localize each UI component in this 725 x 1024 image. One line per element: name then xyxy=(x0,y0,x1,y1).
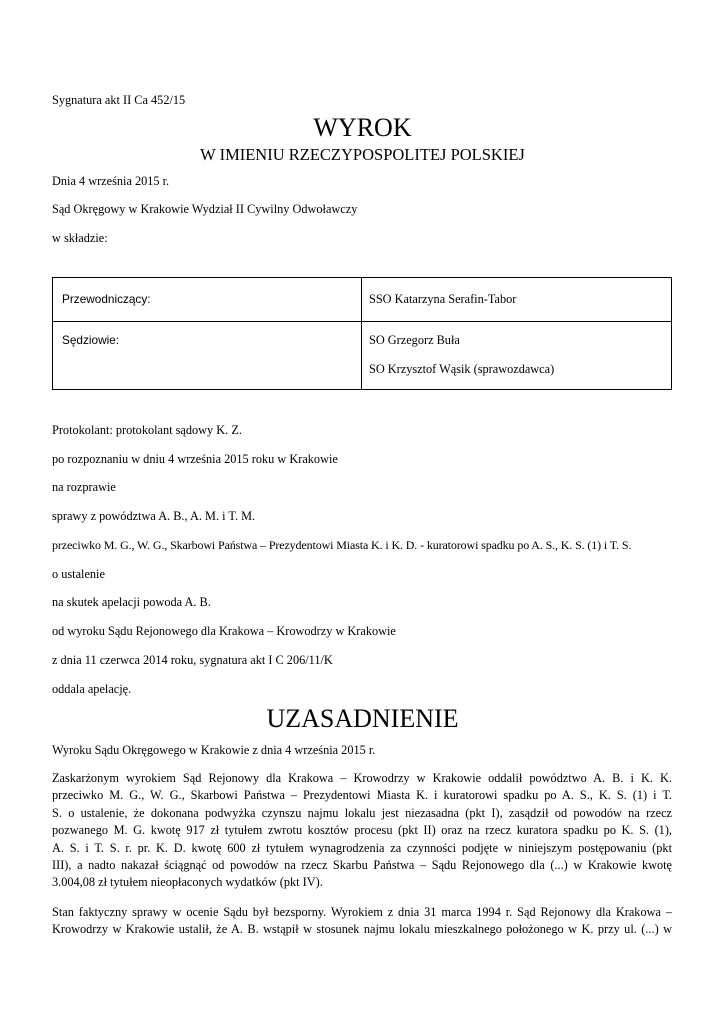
lower-court: od wyroku Sądu Rejonowego dla Krakowa – Krowodrzy w Krakowie xyxy=(52,624,396,638)
case-number: Sygnatura akt II Ca 452/15 xyxy=(52,93,186,107)
session-type: na rozprawie xyxy=(52,480,116,494)
composition-intro: w składzie: xyxy=(52,231,108,245)
paragraph-line: Krowodrzy w Krakowie ustalił, że A. B. wstąpił w stosunek najmu lokalu mieszkalnego położonego w K. przy ul. (...) w xyxy=(52,922,672,937)
paragraph-line: Zaskarżonym wyrokiem Sąd Rejonowy dla Krakowa – Krowodrzy w Krakowie oddalił powództwo A. B. i K. K. xyxy=(52,771,672,785)
judgment-title: WYROK xyxy=(313,113,412,142)
table-divider-vertical xyxy=(361,278,362,389)
paragraph-line: Stan faktyczny sprawy w ocenie Sądu był bezsporny. Wyrokiem z dnia 31 marca 1994 r. Sąd Rejonowy dla Krakowa – xyxy=(52,905,672,919)
hearing-info: po rozpoznaniu w dniu 4 września 2015 roku w Krakowie xyxy=(52,452,338,466)
paragraph-line: pozwanego M. G. kwotę 917 zł tytułem zwrotu kosztów procesu (pkt II) oraz na rzecz kuratora spadku po K. S. (1), xyxy=(52,823,672,838)
plaintiffs: sprawy z powództwa A. B., A. M. i T. M. xyxy=(52,509,256,523)
justification-intro: Wyroku Sądu Okręgowego w Krakowie z dnia 4 września 2015 r. xyxy=(52,743,376,757)
paragraph-line: S. o ustalenie, że dokonana podwyżka czynszu najmu lokalu jest niezasadna (pkt I), zasądził od powodów na rzecz xyxy=(52,805,672,820)
appeal-info: na skutek apelacji powoda A. B. xyxy=(52,595,211,609)
composition-table xyxy=(52,277,672,390)
justification-title: UZASADNIENIE xyxy=(266,704,459,733)
justification-paragraph-1 xyxy=(52,770,672,892)
judge-2-name: SO Krzysztof Wąsik (sprawozdawca) xyxy=(369,362,555,376)
judge-1-name: SO Grzegorz Buła xyxy=(369,333,460,347)
judgment-subtitle: W IMIENIU RZECZYPOSPOLITEJ POLSKIEJ xyxy=(200,145,525,164)
lower-court-date: z dnia 11 czerwca 2014 roku, sygnatura akt I C 206/11/K xyxy=(52,653,333,667)
judgment-date: Dnia 4 września 2015 r. xyxy=(52,174,170,188)
justification-paragraph-2 xyxy=(52,904,672,939)
court-name: Sąd Okręgowy w Krakowie Wydział II Cywilny Odwoławczy xyxy=(52,202,358,216)
defendants: przeciwko M. G., W. G., Skarbowi Państwa – Prezydentowi Miasta K. i K. D. - kuratorowi spadku po A. S., K. S. (1) i T. S. xyxy=(52,538,632,552)
presiding-name: SSO Katarzyna Serafin-Tabor xyxy=(369,292,517,306)
case-subject: o ustalenie xyxy=(52,567,105,581)
presiding-label: Przewodniczący: xyxy=(62,292,151,306)
paragraph-line: przeciwko M. G., W. G., Skarbowi Państwa – Prezydentowi Miasta K. i kuratorowi spadku po A. S., K. S. (1) i T. xyxy=(52,788,672,803)
recorder: Protokolant: protokolant sądowy K. Z. xyxy=(52,423,242,437)
ruling: oddala apelację. xyxy=(52,682,132,696)
paragraph-line: 3.004,08 zł tytułem nieopłaconych wydatków (pkt IV). xyxy=(52,875,323,890)
paragraph-line: A. S. i T. S. r. pr. K. D. kwotę 600 zł tytułem wynagrodzenia za czynności podjęte w niniejszym postępowaniu (pkt xyxy=(52,840,672,855)
judges-label: Sędziowie: xyxy=(62,333,120,347)
paragraph-line: III), a nadto nakazał ściągnąć od powodów na rzecz Skarbu Państwa – Sądu Rejonowego dla (...) w Krakowie kwotę xyxy=(52,858,672,873)
table-divider-horizontal xyxy=(53,321,671,322)
